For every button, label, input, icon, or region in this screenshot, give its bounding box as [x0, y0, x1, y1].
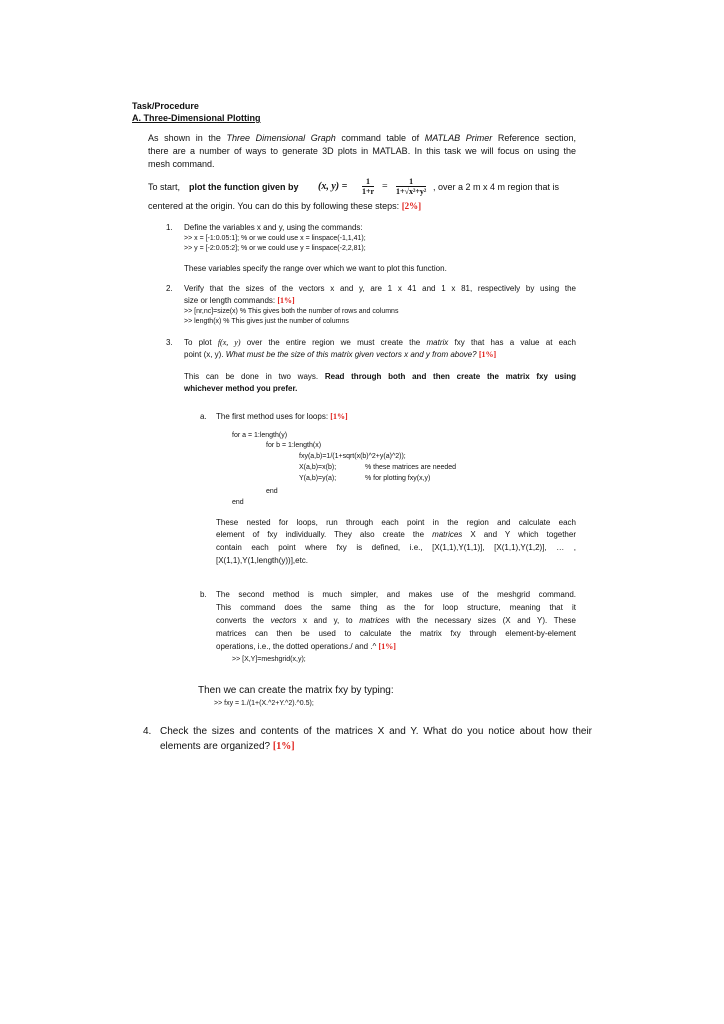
- step-2-number: 2.: [166, 284, 173, 293]
- percent-badge: [1%]: [378, 642, 396, 651]
- method-b-label: b.: [200, 590, 207, 599]
- method-a-para-2: element of fxy individually. They also create the matrices X and Y which together: [216, 530, 576, 539]
- method-a-label: a.: [200, 412, 207, 421]
- step-4-line-2: elements are organized? [1%]: [160, 741, 295, 752]
- code-line: end: [232, 499, 244, 506]
- method-a-text: The first method uses for loops: [1%]: [216, 412, 348, 421]
- fraction-1: $\frac{1}{1+r}$: [362, 177, 375, 196]
- step-1-note: These variables specify the range over which we want to plot this function.: [184, 264, 447, 273]
- intro-line-3: mesh command.: [148, 159, 215, 169]
- code-line: fxy(a,b)=1/(1+sqrt(x(b)^2+y(a)^2));: [299, 453, 406, 460]
- step-3-line-3: This can be done in two ways. Read through both and then create the matrix fxy using: [184, 372, 576, 381]
- percent-badge: [1%]: [272, 741, 295, 752]
- step-2-code-2: >> length(x) % This gives just the number of columns: [184, 318, 349, 325]
- function-expression: (x, y) =: [318, 181, 348, 192]
- percent-badge: [1%]: [277, 296, 295, 305]
- code-line: for a = 1:length(y): [232, 432, 288, 439]
- method-b-line-1: The second method is much simpler, and makes use of the meshgrid command.: [216, 590, 576, 599]
- step-3-line-2: point (x, y). What must be the size of this matrix given vectors x and y from above? [1%]: [184, 350, 497, 359]
- step-1-number: 1.: [166, 223, 173, 232]
- step-2-code-1: >> [nr,nc]=size(x) % This gives both the number of rows and columns: [184, 308, 399, 315]
- step-1-code-1: >> x = [-1:0.05:1]; % or we could use x = linspace(-1,1,41);: [184, 235, 366, 242]
- method-b-line-2: This command does the same thing as the for loop structure, meaning that it: [216, 603, 576, 612]
- percent-badge: [2%]: [401, 201, 422, 211]
- method-b-line-3: converts the vectors x and y, to matrices with the necessary sizes (X and Y). These: [216, 616, 576, 625]
- percent-badge: [1%]: [330, 412, 348, 421]
- method-a-para-3: contain each point where fxy is defined, i.e., [X(1,1),Y(1,1)], [X(1,1),Y(1,2)], … ,: [216, 543, 576, 552]
- method-b-line-4: matrices can then be used to calculate the matrix fxy through element-by-element: [216, 629, 576, 638]
- code-comment: % for plotting fxy(x,y): [365, 475, 431, 482]
- then-text: Then we can create the matrix fxy by typing:: [198, 685, 394, 696]
- code-line: end: [266, 488, 278, 495]
- method-a-para-4: [X(1,1),Y(1,length(y))],etc.: [216, 556, 309, 565]
- start-line-1: To start, plot the function given by (x, y) = $\frac{1}{1+r}$ = $\frac{1}{\text{1+√x²+y²}}$ , over a 2 m x 4 m region that is: [148, 177, 560, 196]
- method-b-code: >> [X,Y]=meshgrid(x,y);: [232, 656, 306, 663]
- step-1-code-2: >> y = [-2:0.05:2]; % or we could use y = linspace(-2,2,81);: [184, 245, 366, 252]
- step-2-line-1: Verify that the sizes of the vectors x and y, are 1 x 41 and 1 x 81, respectively by using the: [184, 284, 576, 293]
- percent-badge: [1%]: [478, 350, 497, 359]
- step-3-number: 3.: [166, 338, 173, 347]
- section-heading: A. Three-Dimensional Plotting: [132, 113, 261, 123]
- code-comment: % these matrices are needed: [365, 464, 457, 471]
- step-2-line-2: size or length commands: [1%]: [184, 296, 295, 305]
- method-a-para-1: These nested for loops, run through each point in the region and calculate each: [216, 518, 576, 527]
- step-3-line-4: whichever method you prefer.: [184, 384, 298, 393]
- code-line: X(a,b)=x(b);: [299, 464, 337, 471]
- step-3-line-1: To plot f(x, y) over the entire region we must create the matrix fxy that has a value at each: [184, 338, 577, 347]
- fraction-2: $\frac{1}{\text{1+√x²+y²}}$: [396, 177, 427, 196]
- step-4-number: 4.: [143, 726, 152, 737]
- step-4-line-1: Check the sizes and contents of the matrices X and Y. What do you notice about how their: [160, 726, 592, 737]
- step-1-text: Define the variables x and y, using the commands:: [184, 223, 363, 232]
- intro-line-1: As shown in the Three Dimensional Graph command table of MATLAB Primer Reference section,: [148, 133, 576, 143]
- code-line: for b = 1:length(x): [266, 442, 322, 449]
- code-line: Y(a,b)=y(a);: [299, 475, 337, 482]
- intro-line-2: there are a number of ways to generate 3D plots in MATLAB. In this task we will focus on using the: [148, 146, 576, 156]
- then-code: >> fxy = 1./(1+(X.^2+Y.^2).^0.5);: [214, 700, 314, 707]
- start-line-2: centered at the origin. You can do this by following these steps: [2%]: [148, 201, 422, 211]
- task-heading: Task/Procedure: [132, 101, 199, 111]
- method-b-line-5: operations, i.e., the dotted operations./ and .^ [1%]: [216, 642, 396, 651]
